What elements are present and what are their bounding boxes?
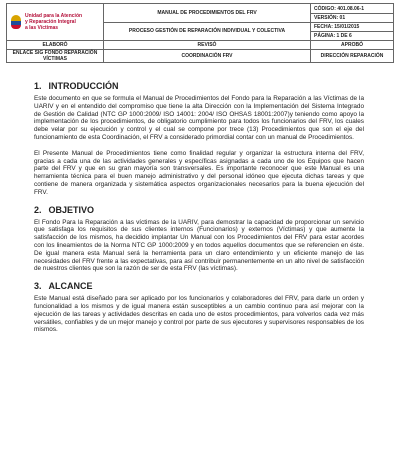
section-number: 3. xyxy=(34,281,42,292)
reviso-label: REVISÓ xyxy=(104,41,311,50)
version-label: VERSIÓN: 01 xyxy=(311,14,394,23)
section-number: 2. xyxy=(34,204,42,215)
section-heading xyxy=(34,205,364,215)
section-introduccion xyxy=(34,81,364,197)
paragraph: Este Manual está diseñado para ser aplicado por los funcionarios y colaboradores del FRV, para darle un orden y funcionalidad a los mismos y de igual manera están susceptibles a un cambio continuo para así mejorar con la ejecución de las tareas y actividades descritas en cada uno de estos procedimientos, para volverlos cada vez más versátiles, confiables y de un mejor manejo y control por parte de sus ejecutores y supervisores responsables de los mismos. xyxy=(34,295,364,334)
document-title: MANUAL DE PROCEDIMIENTOS DEL FRV xyxy=(104,4,311,23)
logo-cell xyxy=(7,4,104,41)
paragraph: El Fondo Para la Reparación a las víctimas de la UARIV, para demostrar la capacidad de proporcionar un servicio que satisfaga los requisitos de sus clientes internos (Funcionarios) y externos (Víctimas) y que aumente la satisfacción de los mismos, ha decidido implantar Un Manual con los Procedimientos del FRV para estar acordes con los lineamientos de la Norma NTC GP 1000:2009 y en todos aquellos documentos que se referencien en éste. De igual manera esta Manual será la herramienta para un claro entendimiento y un eficiente manejo de las necesidades del FRV frente a las expectativas, para así contribuir permanentemente en un alto nivel de satisfacción de nuestros clientes que son la razón de ser de esta FRV (las víctimas). xyxy=(34,218,364,273)
section-title: OBJETIVO xyxy=(48,204,95,215)
logo-text: Unidad para la Atención y Reparación Integral a las Víctimas xyxy=(25,13,83,31)
section-heading xyxy=(34,281,364,291)
unidad-victimas-logo xyxy=(10,8,100,36)
elaboro-label: ELABORÓ xyxy=(7,41,104,50)
fecha-label: FECHA: 15/01/2015 xyxy=(311,23,394,32)
process-name: PROCESO GESTIÓN DE REPARACIÓN INDIVIDUAL Y COLECTIVA xyxy=(104,23,311,41)
colombia-seal-icon xyxy=(10,15,22,29)
aprobo-value: DIRECCIÓN REPARACIÓN xyxy=(311,50,394,63)
paragraph: Este documento en que se formula el Manual de Procedimientos del Fondo para la Reparación a las Víctimas de la UARIV y en el entendido del compromiso que tiene la alta Dirección con la Implementación del Sistema Integrado de Gestión de Calidad (NTC GP 1000:2009/ ISO 14001: 2004/ ISO OHSAS 18001:2007)y teniendo como apoyo la implementación de los procedimientos, de obligatorio cumplimiento para todos los funcionarios del FRV, los cuales debe velar por su ejecución y control y el cual se compone por trece (13) Procedimientos que son el eje del funcionamiento de esta Coordinación, el FRV a considerado primordial contar con un manual de Procedimientos. xyxy=(34,95,364,141)
codigo-label: CÓDIGO: 401.08.06-1 xyxy=(311,4,394,14)
pagina-label: PÁGINA: 1 DE 6 xyxy=(311,32,394,41)
section-alcance xyxy=(34,281,364,334)
document-header-table xyxy=(6,3,394,63)
reviso-value: COORDINACIÓN FRV xyxy=(104,50,311,63)
section-objetivo xyxy=(34,205,364,274)
section-title: INTRODUCCIÓN xyxy=(48,81,119,91)
aprobo-label: APROBÓ xyxy=(311,41,394,50)
document-body xyxy=(34,81,364,342)
elaboro-value: ENLACE SIG FONDO REPARACIÓN VÍCTIMAS xyxy=(7,50,104,63)
paragraph: El Presente Manual de Procedimientos tiene como finalidad regular y organizar la estructura interna del FRV, gracias a cada una de las actividades generales y específicas asignadas a cada uno de los Equipos que hacen parte del FRV y que en su gran mayoría son transversales. Es importante reconocer que este Manual es una herramienta técnica para el buen manejo administrativo y del personal idóneo que ejecuta dichas tareas y que contiene de manera organizada y sistemática aspectos organizacionales necesarios para la buena ejecución del FRV. xyxy=(34,149,364,196)
section-title: ALCANCE xyxy=(48,281,93,292)
section-heading xyxy=(34,81,364,91)
section-number: 1. xyxy=(34,81,42,91)
